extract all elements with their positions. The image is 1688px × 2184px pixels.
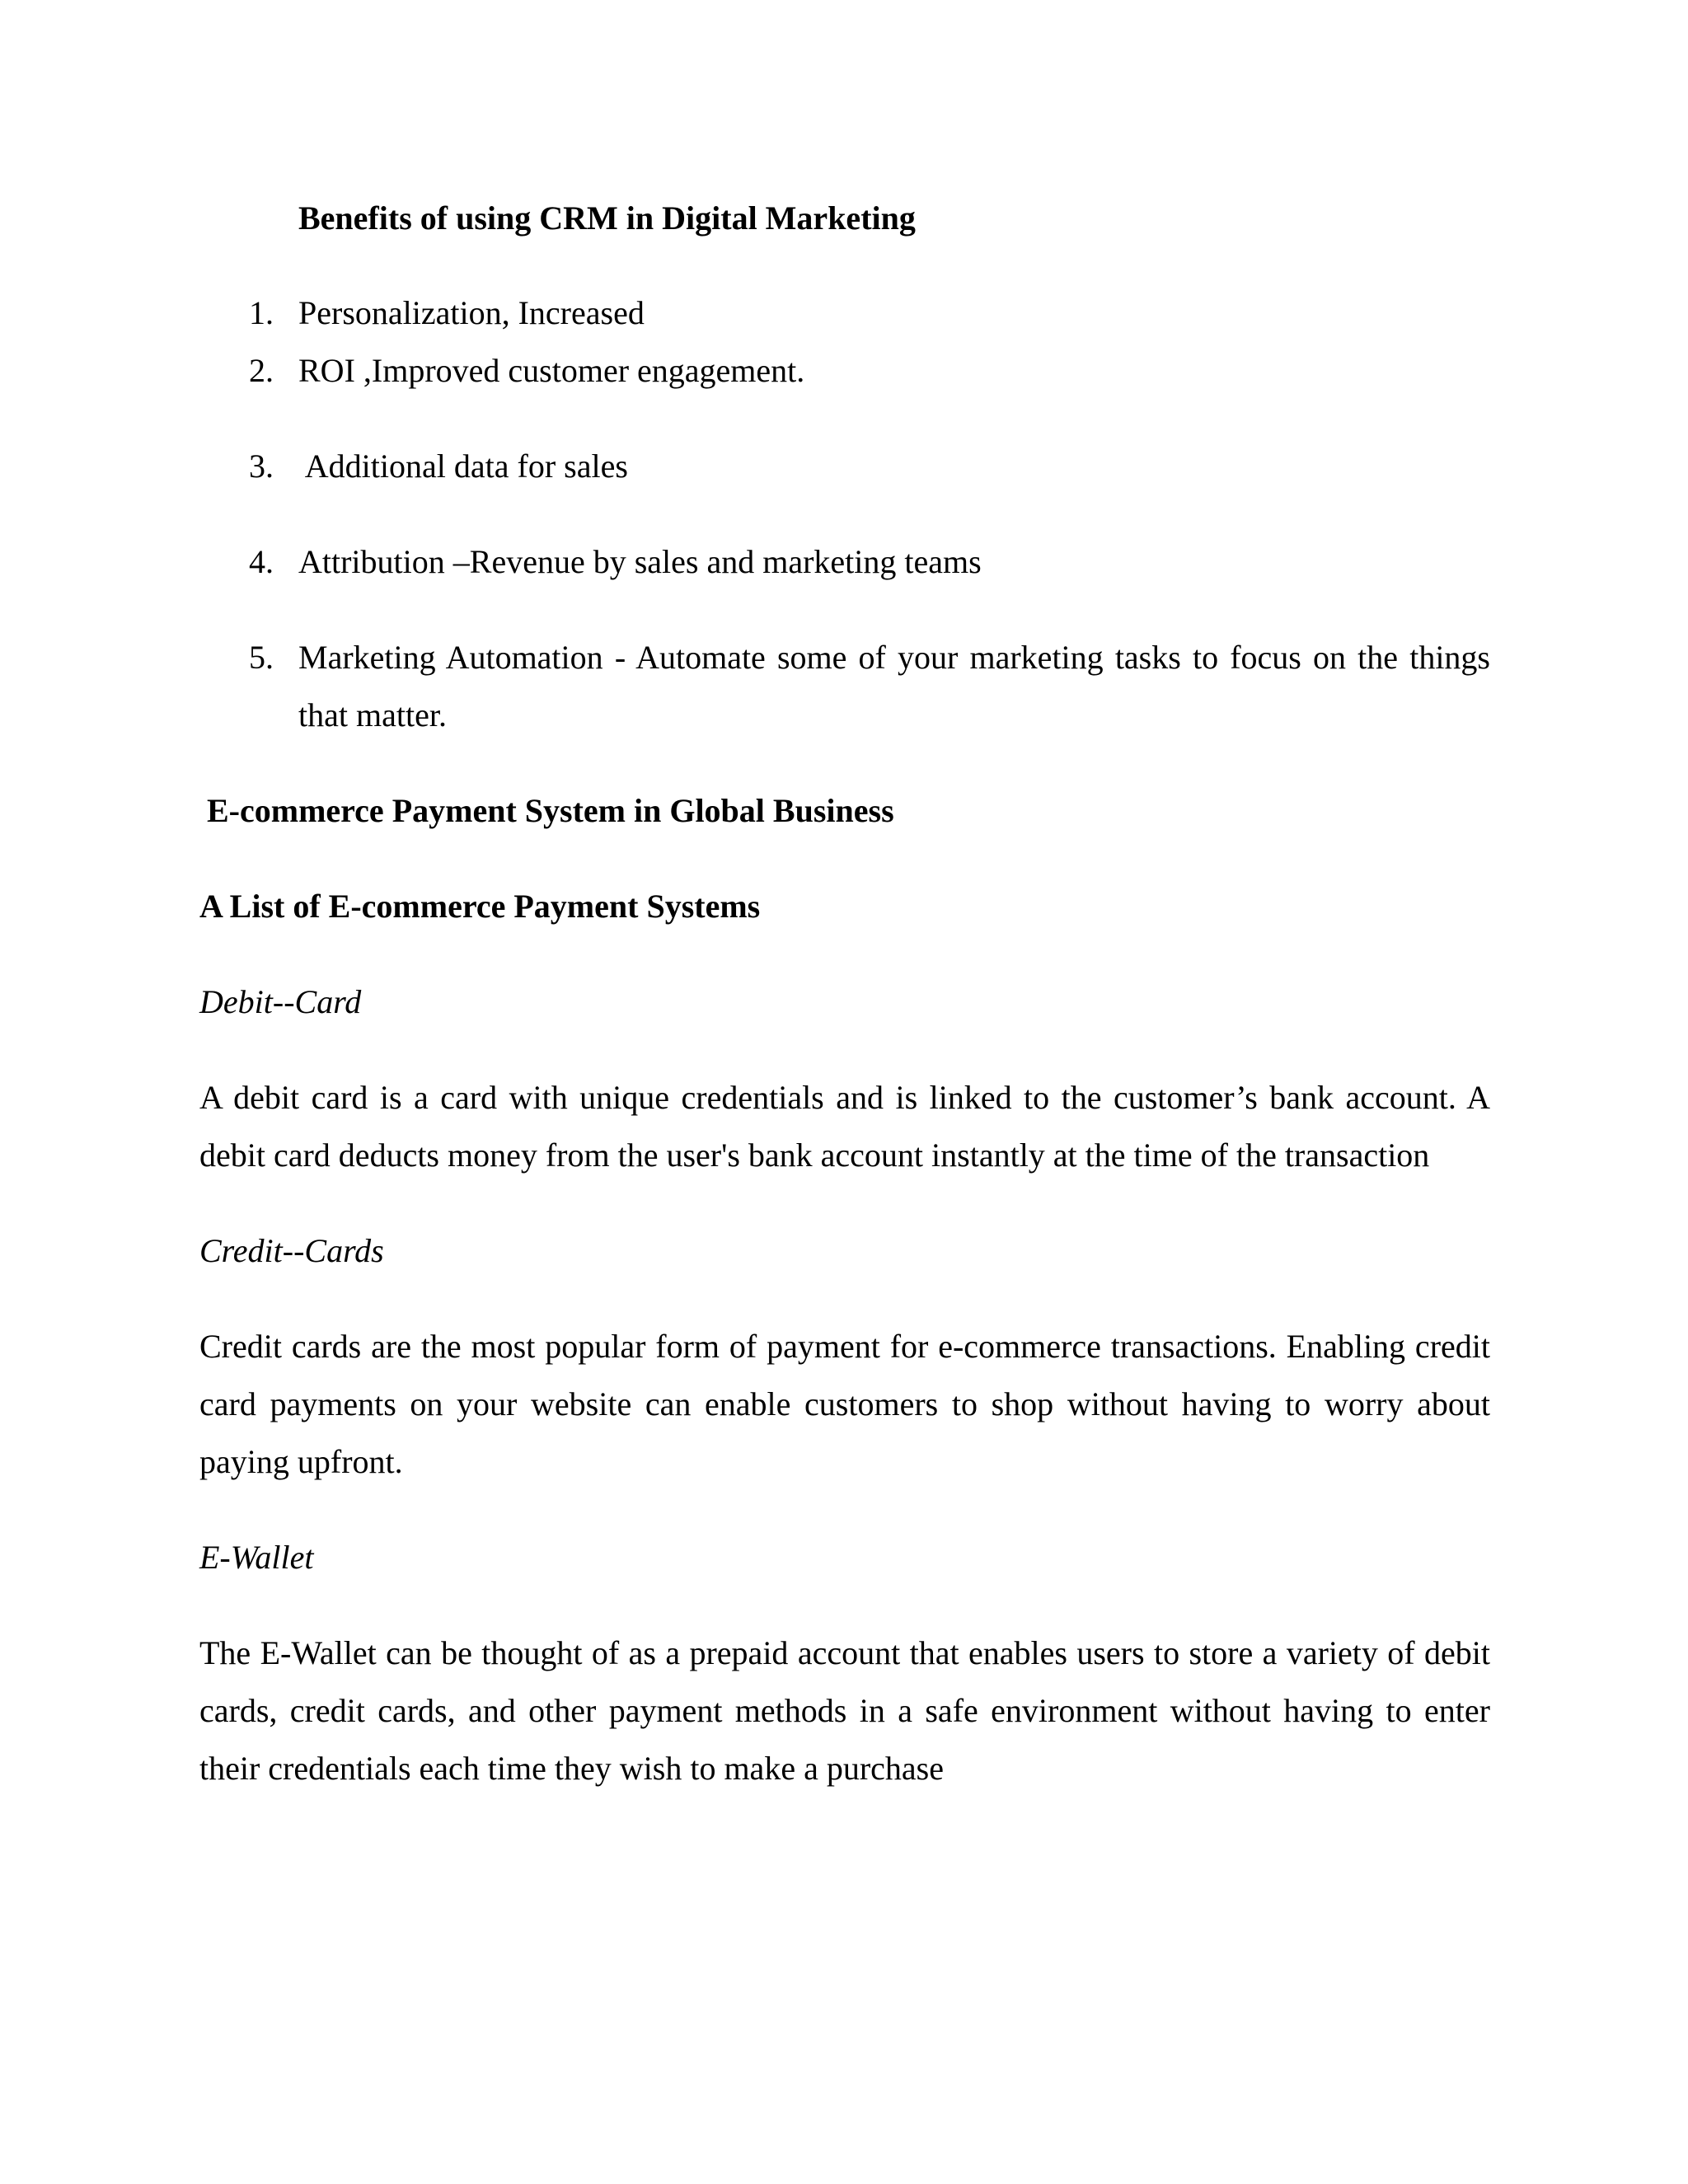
list-item-text: ROI ,Improved customer engagement. (298, 352, 805, 389)
ecommerce-payment-heading: E-commerce Payment System in Global Business (207, 792, 894, 829)
list-item-number: 1. (249, 294, 274, 331)
payment-systems-list-heading: A List of E-commerce Payment Systems (199, 888, 761, 925)
e-wallet-paragraph: The E-Wallet can be thought of as a prepaid account that enables users to store a variety of debit cards, credit cards, and other payment methods in a safe environment without having to enter their credentials each time they wish to make a purchase (199, 1634, 1490, 1787)
list-item-number: 3. (249, 448, 274, 485)
e-wallet-title: E-Wallet (199, 1539, 314, 1576)
list-item-text: Marketing Automation - Automate some of your marketing tasks to focus on the things that matter. (298, 639, 1490, 733)
credit-cards-title: Credit--Cards (199, 1232, 384, 1269)
list-item-text: Personalization, Increased (298, 294, 645, 331)
list-item-text: Additional data for sales (298, 448, 628, 485)
list-item-number: 2. (249, 352, 274, 389)
list-item-number: 4. (249, 543, 274, 580)
list-item-number: 5. (249, 639, 274, 676)
list-item-text: Attribution –Revenue by sales and marketing teams (298, 543, 982, 580)
debit-card-paragraph: A debit card is a card with unique credentials and is linked to the customer’s bank account. A debit card deducts money from the user's bank account instantly at the time of the transaction (199, 1079, 1490, 1174)
credit-cards-paragraph: Credit cards are the most popular form of payment for e-commerce transactions. Enabling credit card payments on your website can enable customers to shop without having to worry about paying upfront. (199, 1328, 1490, 1480)
crm-benefits-heading: Benefits of using CRM in Digital Marketing (298, 199, 916, 237)
debit-card-title: Debit--Card (199, 983, 362, 1020)
